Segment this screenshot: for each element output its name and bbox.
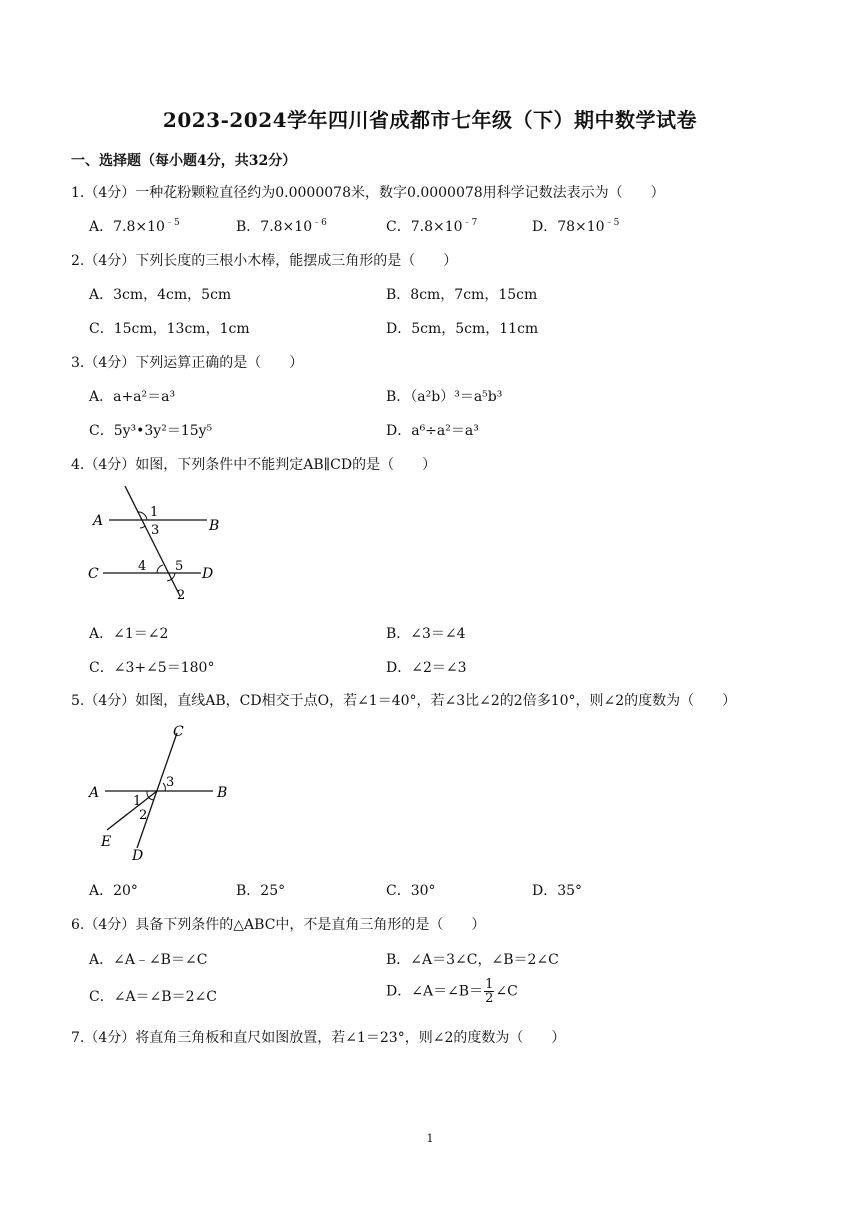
question-5: 5.（4分）如图，直线AB，CD相交于点O，若∠1＝40°，若∠3比∠2的2倍多10°，则∠2的度数为（ ） xyxy=(71,693,737,709)
page-title: 2023-2024学年四川省成都市七年级（下）期中数学试卷 xyxy=(162,108,698,132)
q1-option-a: A．$7.8\times 10^{﹣5}$ xyxy=(89,218,180,235)
q2-option-b: B．8cm，7cm，15cm xyxy=(386,287,538,303)
angle-arc-2 xyxy=(149,798,154,800)
label-3: 3 xyxy=(166,775,175,790)
label-a: A xyxy=(89,785,100,801)
q5-option-b: B．25° xyxy=(236,883,286,899)
q5-option-a: A．20° xyxy=(89,883,138,899)
q3-option-c: C．5y³•3y²＝15y⁵ xyxy=(89,423,213,439)
q3-option-d: D．a⁶÷a²＝a³ xyxy=(386,423,479,439)
label-c: C xyxy=(88,566,99,582)
question-2: 2.（4分）下列长度的三根小木棒，能摆成三角形的是（ ） xyxy=(71,253,458,269)
label-2: 2 xyxy=(177,588,186,603)
q6-option-b: B．∠A＝3∠C，∠B＝2∠C xyxy=(386,952,559,968)
label-c: C xyxy=(173,724,184,740)
question-1: 1.（4分）一种花粉颗粒直径约为0.0000078米，数字0.0000078用科学记数法表示为（ ） xyxy=(71,185,665,201)
q4-option-b: B．∠3＝∠4 xyxy=(386,626,466,642)
label-a: A xyxy=(93,513,104,529)
question-4: 4.（4分）如图，下列条件中不能判定AB∥CD的是（ ） xyxy=(71,457,437,473)
q5-figure xyxy=(85,718,245,866)
label-d: D xyxy=(202,566,214,582)
label-1: 1 xyxy=(150,505,159,520)
q4-figure xyxy=(85,482,225,606)
question-6: 6.（4分）具备下列条件的△ABC中，不是直角三角形的是（ ） xyxy=(71,917,486,933)
label-4: 4 xyxy=(138,559,147,574)
label-2: 2 xyxy=(139,808,148,823)
angle-arc-3 xyxy=(140,526,145,528)
question-7: 7.（4分）将直角三角板和直尺如图放置，若∠1＝23°，则∠2的度数为（ ） xyxy=(71,1030,566,1046)
q3-option-b: B．（a²b）³＝a⁵b³ xyxy=(386,389,503,405)
q4-option-a: A．∠1＝∠2 xyxy=(89,626,169,642)
fraction-one-half: $\frac{1}{2}$ xyxy=(485,977,494,1006)
q1-option-c: C．$7.8\times 10^{﹣7}$ xyxy=(386,218,478,235)
q6-option-c: C．∠A＝∠B＝2∠C xyxy=(89,989,217,1005)
label-e: E xyxy=(101,834,112,850)
q2-option-a: A．3cm，4cm，5cm xyxy=(89,287,232,303)
q2-option-d: D．5cm，5cm，11cm xyxy=(386,321,539,337)
q1-option-b: B．$7.8\times 10^{﹣6}$ xyxy=(236,218,327,235)
label-1: 1 xyxy=(133,794,142,809)
q5-option-c: C．30° xyxy=(386,883,436,899)
label-b: B xyxy=(217,785,228,801)
q3-option-a: A．a+a²＝a³ xyxy=(89,389,176,405)
q6-option-d: D．∠A＝∠B＝ $\frac{1}{2}$ ∠C xyxy=(386,977,518,1006)
q5-option-d: D．35° xyxy=(532,883,583,899)
label-d: D xyxy=(132,848,144,864)
question-3: 3.（4分）下列运算正确的是（ ） xyxy=(71,355,304,371)
angle-arc-3 xyxy=(163,783,165,791)
label-5: 5 xyxy=(175,559,184,574)
q4-option-c: C．∠3+∠5＝180° xyxy=(89,660,215,676)
q1-option-d: D．$78\times 10^{﹣5}$ xyxy=(532,218,620,235)
section-heading: 一、选择题（每小题4分，共32分） xyxy=(71,153,297,169)
label-3: 3 xyxy=(151,523,160,538)
angle-arc-1 xyxy=(147,791,149,798)
angle-arc-4 xyxy=(157,565,163,573)
q2-option-c: C．15cm，13cm，1cm xyxy=(89,321,250,337)
label-b: B xyxy=(209,518,220,534)
q6-option-a: A．∠A﹣∠B＝∠C xyxy=(89,952,208,968)
page-number: 1 xyxy=(426,1132,434,1145)
q4-option-d: D．∠2＝∠3 xyxy=(386,660,467,676)
